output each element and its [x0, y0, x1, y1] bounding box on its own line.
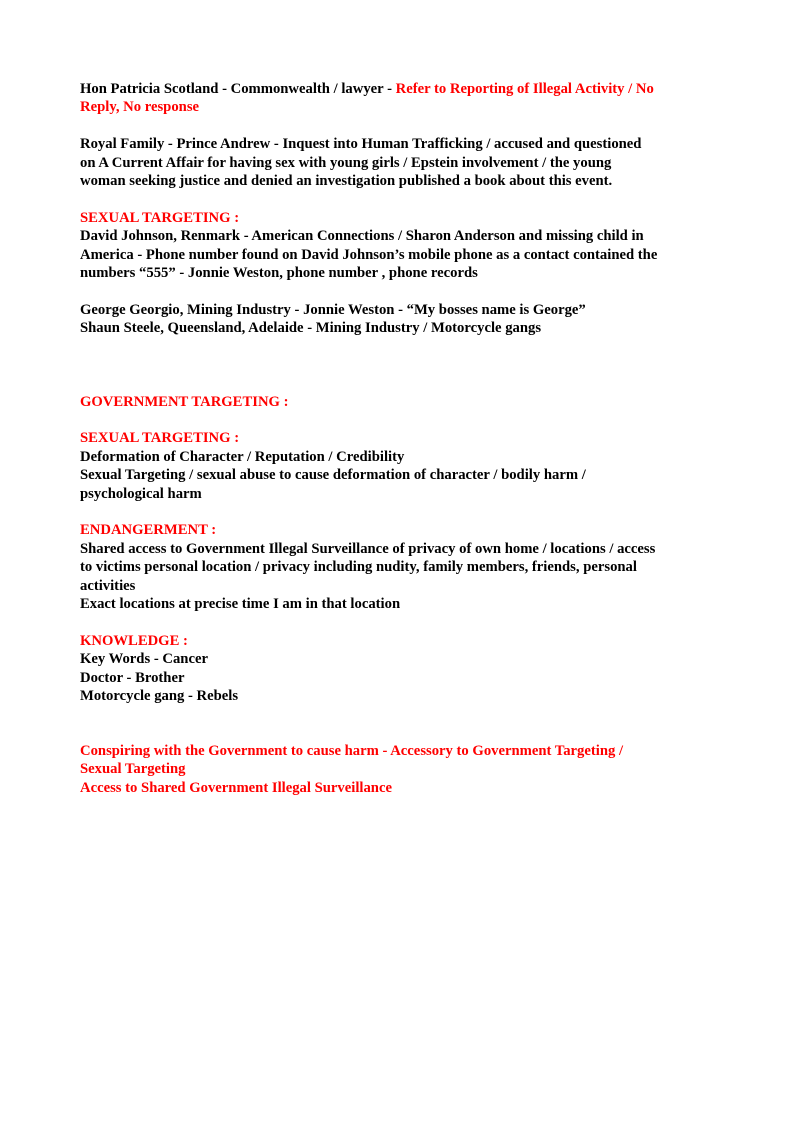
section-heading: KNOWLEDGE :	[80, 632, 188, 649]
text-line: Exact locations at precise time I am in that location	[80, 595, 401, 612]
text-line: Motorcycle gang - Rebels	[80, 687, 239, 704]
text-line	[80, 80, 794, 98]
government-targeting-section	[80, 393, 794, 411]
royal-family-entry	[80, 135, 794, 190]
endangerment-section	[80, 521, 794, 613]
text-line: Deformation of Character / Reputation / Credibility	[80, 448, 405, 465]
text-line: Shared access to Government Illegal Surveillance of privacy of own home / locations / access	[80, 540, 656, 557]
text-line: activities	[80, 577, 136, 594]
text-line: Royal Family - Prince Andrew - Inquest into Human Trafficking / accused and questioned	[80, 136, 642, 153]
entry-note: Refer to Reporting of Illegal Activity / No	[395, 81, 654, 97]
conclusion-section	[80, 742, 794, 797]
text-line: Shaun Steele, Queensland, Adelaide - Mining Industry / Motorcycle gangs	[80, 320, 542, 337]
knowledge-section	[80, 632, 794, 706]
text-line: Sexual Targeting	[80, 761, 186, 778]
mining-entry	[80, 301, 794, 338]
text-line: Key Words - Cancer	[80, 651, 208, 668]
section-heading: SEXUAL TARGETING :	[80, 209, 240, 226]
section-heading: GOVERNMENT TARGETING :	[80, 393, 289, 410]
text-line: Conspiring with the Government to cause harm - Accessory to Government Targeting /	[80, 743, 624, 760]
section-heading: SEXUAL TARGETING :	[80, 430, 240, 447]
text-line: numbers “555” - Jonnie Weston, phone number , phone records	[80, 264, 478, 281]
text-line: Access to Shared Government Illegal Surveillance	[80, 779, 392, 796]
sexual-targeting-section-1	[80, 209, 794, 283]
text-line: psychological harm	[80, 485, 202, 502]
text-line: David Johnson, Renmark - American Connections / Sharon Anderson and missing child in	[80, 228, 644, 245]
section-heading: ENDANGERMENT :	[80, 522, 217, 539]
entry-label: Hon Patricia Scotland - Commonwealth / lawyer -	[80, 81, 396, 97]
text-line: Sexual Targeting / sexual abuse to cause deformation of character / bodily harm /	[80, 467, 586, 484]
text-line: Doctor - Brother	[80, 669, 185, 686]
text-line: woman seeking justice and denied an investigation published a book about this event.	[80, 172, 613, 189]
sexual-targeting-section-2	[80, 429, 794, 503]
text-line: to victims personal location / privacy including nudity, family members, friends, personal	[80, 559, 637, 576]
patricia-scotland-entry	[80, 80, 794, 117]
text-line: George Georgio, Mining Industry - Jonnie Weston - “My bosses name is George”	[80, 301, 586, 318]
text-line: America - Phone number found on David Johnson’s mobile phone as a contact contained the	[80, 246, 658, 263]
entry-note-continued: Reply, No response	[80, 99, 200, 116]
text-line: on A Current Affair for having sex with young girls / Epstein involvement / the young	[80, 154, 612, 171]
